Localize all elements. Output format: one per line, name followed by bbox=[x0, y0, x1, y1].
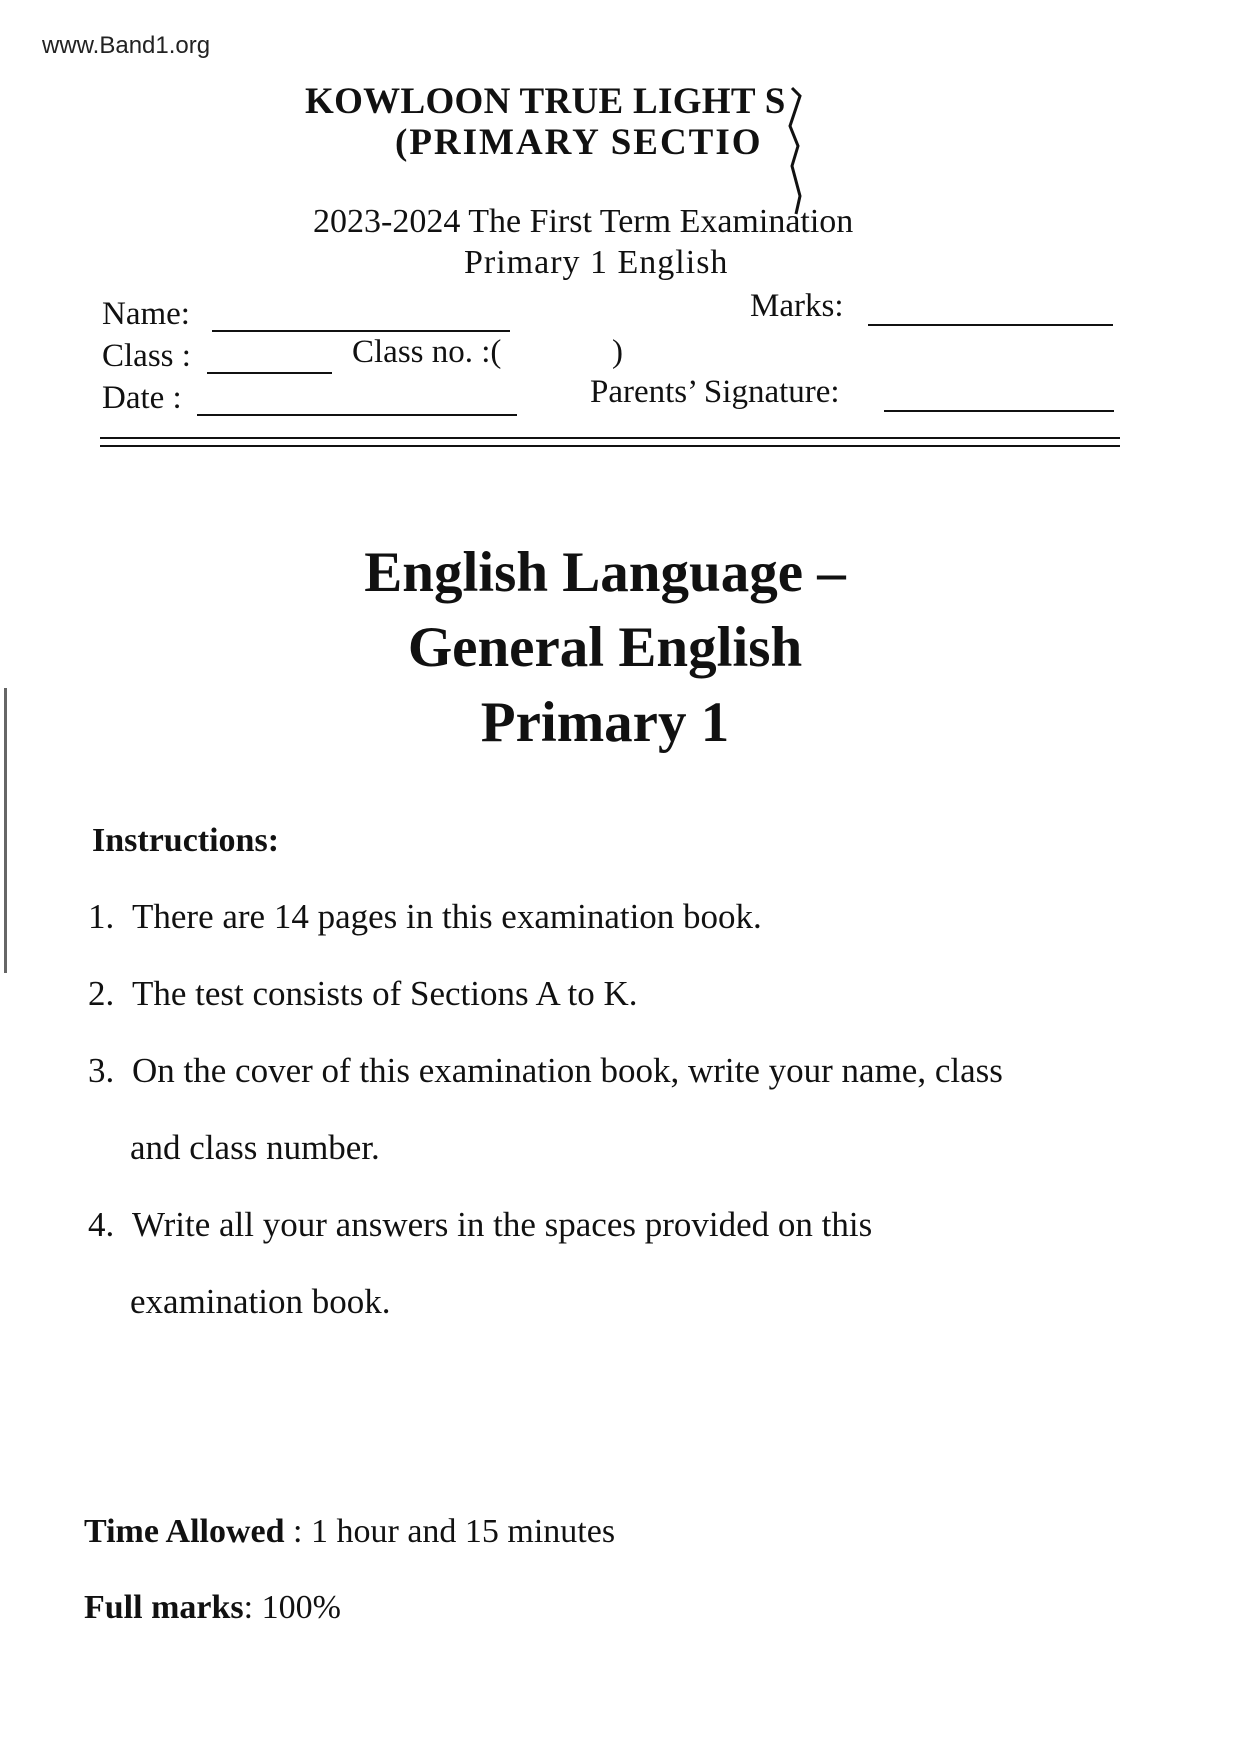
instruction-number: 2. bbox=[88, 974, 115, 1013]
full-marks-label: Full marks bbox=[84, 1589, 244, 1626]
instruction-text: There are 14 pages in this examination book. bbox=[132, 897, 762, 936]
class-no-close: ) bbox=[612, 334, 623, 370]
time-allowed-label: Time Allowed bbox=[84, 1513, 285, 1550]
class-blank[interactable] bbox=[207, 372, 332, 374]
instruction-item bbox=[88, 897, 762, 937]
date-label: Date : bbox=[102, 380, 182, 416]
main-title-line2: General English bbox=[407, 616, 803, 679]
time-allowed-value: : 1 hour and 15 minutes bbox=[284, 1513, 616, 1550]
instruction-item bbox=[88, 1205, 872, 1245]
torn-corner-mark bbox=[786, 86, 826, 216]
header-rule-bottom bbox=[100, 445, 1120, 447]
watermark-url: www.Band1.org bbox=[42, 32, 211, 59]
main-title-line3: Primary 1 bbox=[480, 691, 730, 754]
school-section: (PRIMARY SECTIO bbox=[395, 122, 763, 163]
parents-signature-blank[interactable] bbox=[884, 410, 1114, 412]
class-label: Class : bbox=[102, 338, 191, 374]
marks-blank[interactable] bbox=[868, 324, 1113, 326]
marks-label: Marks: bbox=[750, 288, 844, 324]
instruction-item bbox=[88, 1051, 1003, 1091]
instruction-text: On the cover of this examination book, write your name, class bbox=[132, 1051, 1003, 1090]
instruction-continuation: examination book. bbox=[130, 1282, 391, 1321]
class-no-label: Class no. :( bbox=[352, 334, 502, 370]
full-marks-value: : 100% bbox=[243, 1589, 341, 1626]
full-marks bbox=[84, 1589, 341, 1627]
instructions-heading: Instructions: bbox=[92, 822, 280, 859]
name-blank[interactable] bbox=[212, 330, 510, 332]
instruction-continuation: and class number. bbox=[130, 1128, 380, 1167]
exam-subject: Primary 1 English bbox=[464, 244, 729, 281]
instruction-number: 4. bbox=[88, 1205, 115, 1244]
school-name: KOWLOON TRUE LIGHT S bbox=[305, 81, 786, 122]
time-allowed bbox=[84, 1513, 615, 1551]
header-rule-top bbox=[100, 437, 1120, 439]
date-blank[interactable] bbox=[197, 414, 517, 416]
instruction-text: The test consists of Sections A to K. bbox=[132, 974, 638, 1013]
instruction-number: 1. bbox=[88, 897, 115, 936]
instruction-item bbox=[88, 974, 638, 1014]
name-label: Name: bbox=[102, 296, 190, 332]
exam-title: 2023-2024 The First Term Examination bbox=[313, 203, 854, 240]
instruction-number: 3. bbox=[88, 1051, 115, 1090]
parents-signature-label: Parents’ Signature: bbox=[590, 374, 840, 410]
main-title-line1: English Language – bbox=[364, 541, 846, 604]
instruction-text: Write all your answers in the spaces provided on this bbox=[132, 1205, 873, 1244]
